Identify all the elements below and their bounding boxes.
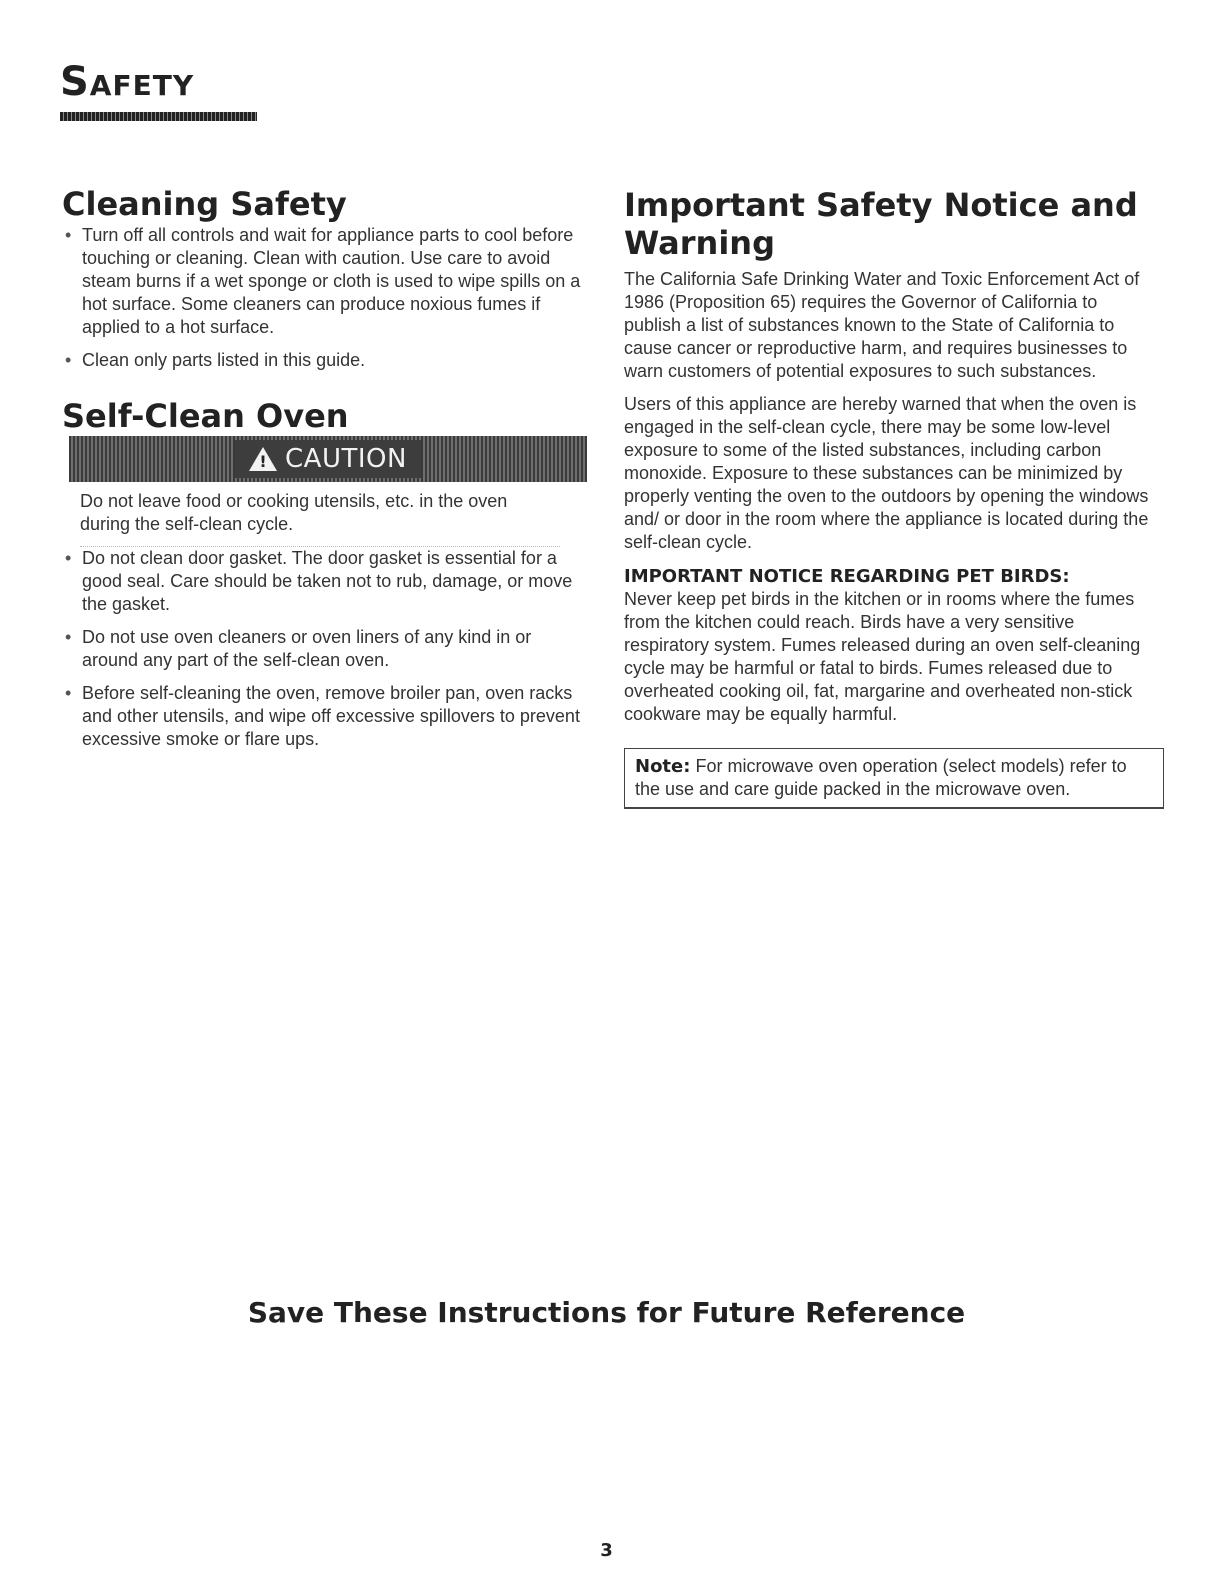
list-item: • Do not clean door gasket. The door gasket is essential for a good seal. Care should be taken not to rub, damage, or move the gasket. [62,547,592,616]
pet-birds-title: IMPORTANT NOTICE REGARDING PET BIRDS: [624,566,1070,587]
page-header [60,59,257,121]
cleaning-safety-list [62,224,592,372]
note-box [624,748,1164,809]
note-text: For microwave oven operation (select models) refer to the use and care guide packed in the microwave oven. [635,756,1127,799]
list-item: • Clean only parts listed in this guide. [62,349,592,372]
list-item: • Turn off all controls and wait for appliance parts to cool before touching or cleaning. Clean with caution. Use care to avoid steam burns if a wet sponge or cloth is used to wipe spills on a hot surface. Some cleaners can produce noxious fumes if applied to a hot surface. [62,224,592,339]
left-column [62,186,592,761]
caution-label-box [235,440,421,478]
page-number: 3 [600,1540,613,1561]
page-title: Safety [60,59,195,105]
note-label: Note: [635,756,691,777]
list-item: • Before self-cleaning the oven, remove broiler pan, oven racks and other utensils, and wipe off excessive spillovers to prevent excessive smoke or flare ups. [62,682,592,751]
prop65-paragraph: The California Safe Drinking Water and Toxic Enforcement Act of 1986 (Proposition 65) requires the Governor of California to publish a list of substances known to the State of California to cause cancer or reproductive harm, and requires businesses to warn customers of potential exposures to such substances. [624,269,1140,381]
warning-triangle-icon: ! [249,447,277,471]
right-column [624,186,1154,809]
caution-text: Do not leave food or cooking utensils, etc. in the oven during the self-clean cycle. [80,490,560,547]
self-clean-warning-paragraph: Users of this appliance are hereby warned that when the oven is engaged in the self-clean cycle, there may be some low-level exposure to some of the listed substances, including carbon monoxide. Exposure to these substances can be minimized by properly venting the oven to the outdoors by opening the windows and/ or door in the room where the appliance is located during the self-clean cycle. [624,394,1149,552]
pet-birds-text: Never keep pet birds in the kitchen or in rooms where the fumes from the kitchen could reach. Birds have a very sensitive respiratory system. Fumes released during an oven self-cleaning cycle may be harmful or fatal to birds. Fumes released due to overheated cooking oil, fat, margarine and overheated non-stick cookware may be equally harmful. [624,589,1141,724]
cleaning-safety-heading: Cleaning Safety [62,185,347,223]
save-instructions-text: Save These Instructions for Future Reference [247,1296,966,1329]
caution-label: CAUTION [285,444,407,474]
caution-banner [69,436,587,482]
notice-heading: Important Safety Notice and Warning [624,186,1138,262]
self-clean-heading: Self-Clean Oven [62,397,349,435]
self-clean-list [62,547,592,751]
title-underline [60,112,257,121]
list-item: • Do not use oven cleaners or oven liners of any kind in or around any part of the self-clean oven. [62,626,592,672]
